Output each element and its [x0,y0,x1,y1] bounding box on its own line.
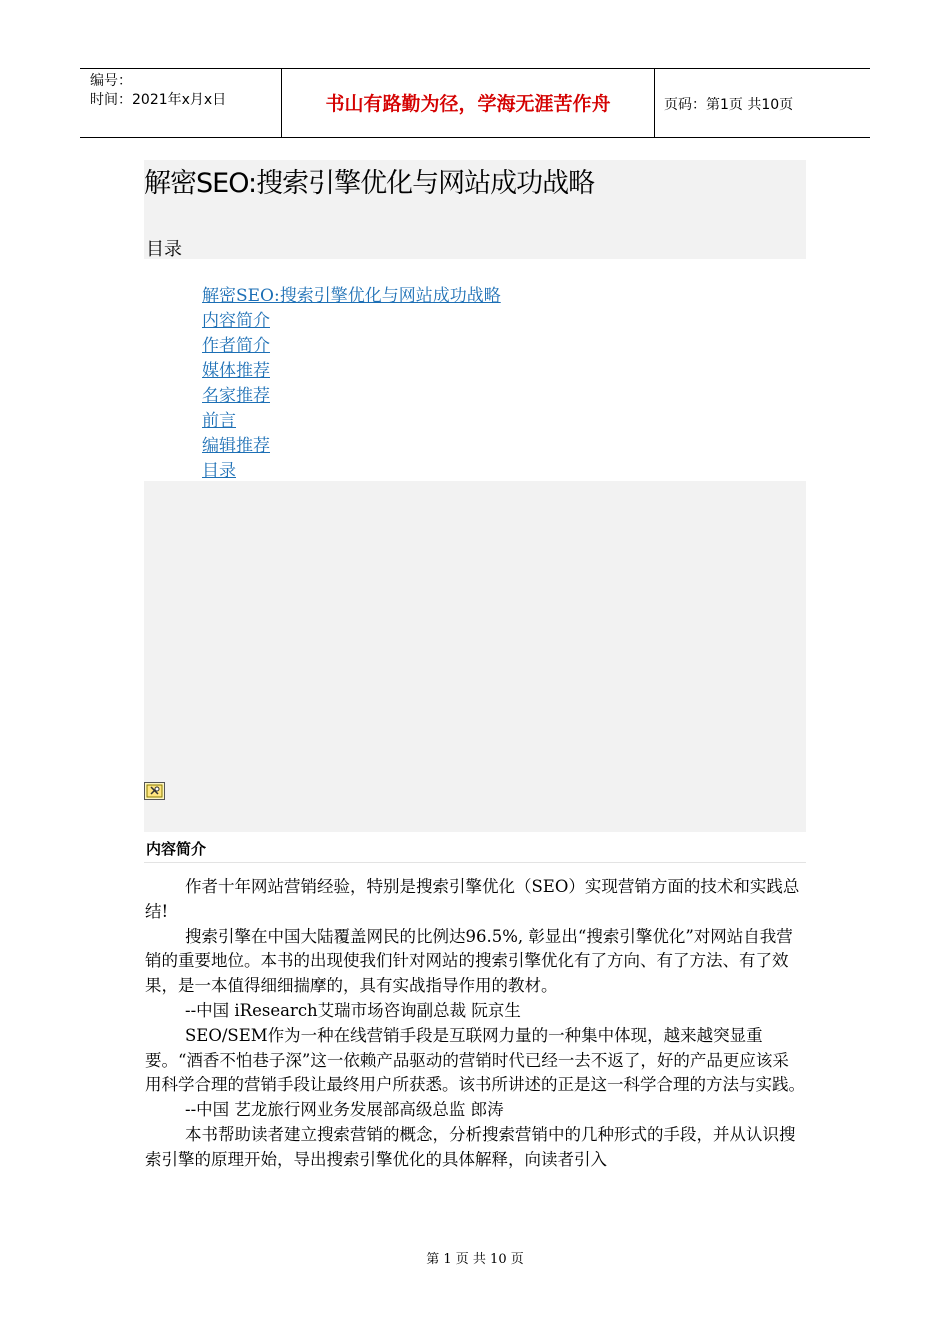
toc-link-media[interactable]: 媒体推荐 [202,361,270,381]
document-title: 解密SEO:搜索引擎优化与网站成功战略 [144,168,595,199]
quote-attribution: --中国 iResearch艾瑞市场咨询副总裁 阮京生 [185,1000,521,1020]
toc-link-preface[interactable]: 前言 [202,411,236,431]
header-motto-cell [281,69,655,137]
document-header [80,68,870,138]
toc-link-summary[interactable]: 内容简介 [202,311,270,331]
header-page-cell [654,69,870,137]
toc-item [202,459,501,484]
toc-link-experts[interactable]: 名家推荐 [202,386,270,406]
toc-heading: 目录 [146,239,182,260]
broken-image-icon[interactable] [144,782,165,800]
toc-item [202,384,501,409]
toc-item [202,434,501,459]
toc-item [202,409,501,434]
paragraph: 作者十年网站营销经验，特别是搜索引擎优化（SEO）实现营销方面的技术和实践总结! [145,877,800,921]
page-code: 页码：第1页 共10页 [664,97,794,113]
paragraph: 本书帮助读者建立搜索营销的概念，分析搜索营销中的几种形式的手段，并从认识搜索引擎的原理开始，导出搜索引擎优化的具体解释，向读者引入 [145,1124,796,1169]
motto: 书山有路勤为径，学海无涯苦作舟 [325,93,611,115]
quote-attribution: --中国 艺龙旅行网业务发展部高级总监 郎涛 [185,1100,504,1120]
serial-number-label: 编号： [90,73,132,89]
paragraph: SEO/SEM作为一种在线营销手段是互联网力量的一种集中体现，越来越突显重要。“酒香不怕巷子深”这一依赖产品驱动的营销时代已经一去不返了，好的产品更应该采用科学合理的营销手段让最终用户所获悉。该书所讲述的正是这一科学合理的方法与实践。 [145,1025,805,1095]
toc-item [202,309,501,334]
section-heading: 内容简介 [146,840,207,858]
summary-body [145,875,805,1173]
toc-link-editor[interactable]: 编辑推荐 [202,436,270,456]
table-of-contents [202,284,501,484]
toc-link-author[interactable]: 作者简介 [202,336,270,356]
toc-link-contents[interactable]: 目录 [202,461,236,481]
toc-item [202,334,501,359]
header-info-cell [80,69,280,137]
date-label: 时间：2021年x月x日 [90,92,227,108]
toc-link-title[interactable]: 解密SEO:搜索引擎优化与网站成功战略 [202,286,501,306]
toc-item [202,359,501,384]
page-footer: 第 1 页 共 10 页 [426,1252,524,1267]
toc-indent [144,259,200,481]
divider [144,862,806,863]
toc-item [202,284,501,309]
paragraph: 搜索引擎在中国大陆覆盖网民的比例达96.5%, 彰显出“搜索引擎优化”对网站自我营销的重要地位。本书的出现使我们针对网站的搜索引擎优化有了方向、有了方法、有了效果，是一本值得细细揣摩的，具有实战指导作用的教材。 [145,926,793,996]
